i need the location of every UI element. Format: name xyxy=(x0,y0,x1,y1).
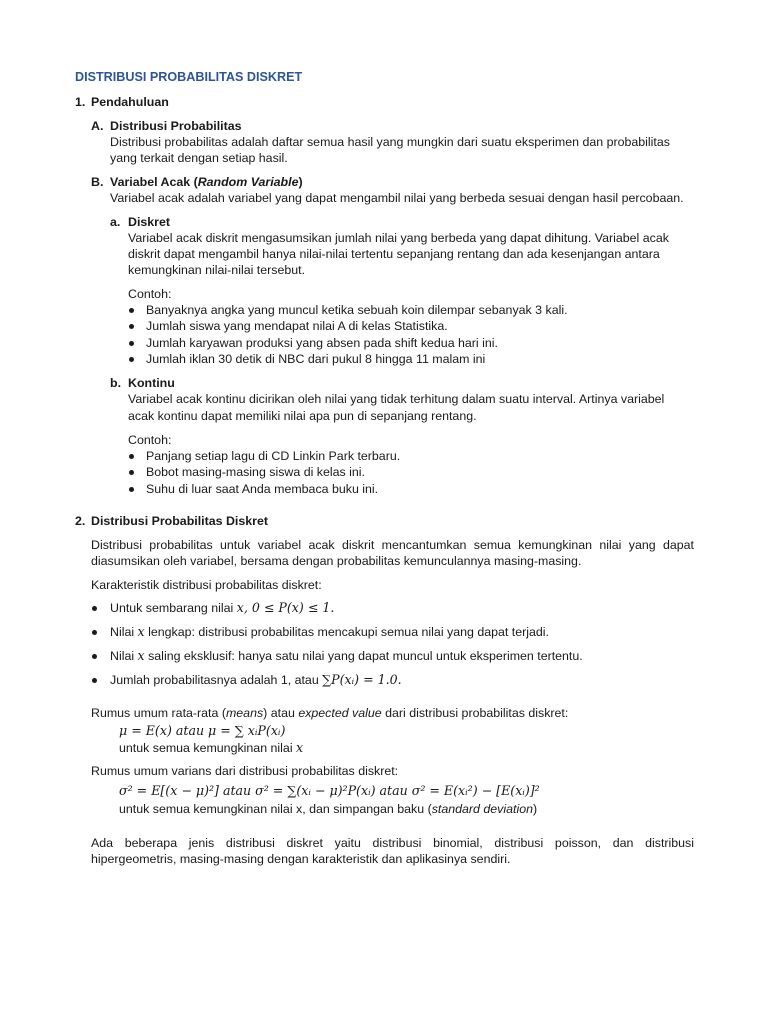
item-a-contoh: Contoh: xyxy=(128,287,172,301)
subsection-b-letter: B. xyxy=(91,175,104,189)
bullet-icon xyxy=(129,308,134,313)
subsection-a-line-2: yang terkait dengan setiap hasil. xyxy=(110,151,288,165)
item-b-line-1: Variabel acak kontinu dicirikan oleh nilai yang tidak terhitung dalam suatu interval. Artinya variabel xyxy=(128,392,665,406)
bullet-icon xyxy=(92,606,97,611)
mean-intro xyxy=(91,705,568,721)
karakteristik-item-3 xyxy=(110,648,583,664)
bullet-icon xyxy=(92,630,97,635)
mean-intro-em-2: expected value xyxy=(298,706,382,720)
bullet-icon xyxy=(129,454,134,459)
bullet-icon xyxy=(92,678,97,683)
subsection-b-heading xyxy=(110,174,303,190)
item-b-example-1: Panjang setiap lagu di CD Linkin Park terbaru. xyxy=(146,449,401,463)
section-2-number: 2. xyxy=(75,514,86,528)
mean-note xyxy=(119,740,303,756)
mean-intro-pre: Rumus umum rata-rata ( xyxy=(91,706,226,720)
item-a-line-3: kemungkinan nilai-nilai tersebut. xyxy=(128,263,306,277)
karakteristik-item-2-text: Nilai xyxy=(110,625,138,639)
karakteristik-item-2 xyxy=(110,624,549,640)
section-2-heading: Distribusi Probabilitas Diskret xyxy=(91,514,268,528)
variance-note-em: standard deviation xyxy=(431,802,533,816)
item-a-line-1: Variabel acak diskrit mengasumsikan jumlah nilai yang berbeda yang dapat dihitung. Variabel acak xyxy=(128,231,669,245)
bullet-icon xyxy=(129,324,134,329)
item-a-heading: Diskret xyxy=(128,215,171,229)
subsection-b-line: Variabel acak adalah variabel yang dapat mengambil nilai yang berbeda sesuai dengan hasil percobaan. xyxy=(110,191,684,205)
karakteristik-item-2-post: lengkap: distribusi probabilitas mencakupi semua nilai yang dapat terjadi. xyxy=(144,625,549,639)
karakteristik-item-4-text: Jumlah probabilitasnya adalah 1, atau xyxy=(110,673,323,687)
mean-note-text: untuk semua kemungkinan nilai xyxy=(119,741,297,755)
item-b-example-3: Suhu di luar saat Anda membaca buku ini. xyxy=(146,482,379,496)
bullet-icon xyxy=(129,357,134,362)
bullet-icon xyxy=(92,654,97,659)
mean-formula: μ = E(x) atau μ = ∑ xᵢP(xᵢ) xyxy=(119,723,286,738)
item-a-letter: a. xyxy=(110,215,121,229)
mean-note-math: x xyxy=(296,740,304,755)
mean-intro-mid: ) atau xyxy=(263,706,299,720)
subsection-a-letter: A. xyxy=(91,119,104,133)
section-2-intro-line-1: Distribusi probabilitas untuk variabel acak diskrit mencantumkan semua kemungkinan nilai yang dapat xyxy=(91,538,694,552)
bullet-icon xyxy=(129,470,134,475)
subsection-b-heading-post: ) xyxy=(298,175,303,189)
karakteristik-item-1-text: Untuk sembarang nilai xyxy=(110,601,237,615)
bullet-icon xyxy=(129,341,134,346)
variance-intro: Rumus umum varians dari distribusi probabilitas diskret: xyxy=(91,764,399,778)
item-a-example-4: Jumlah iklan 30 detik di NBC dari pukul 8 hingga 11 malam ini xyxy=(146,352,486,366)
item-b-contoh: Contoh: xyxy=(128,433,172,447)
item-a-example-3: Jumlah karyawan produksi yang absen pada shift kedua hari ini. xyxy=(146,336,498,350)
karakteristik-item-3-text: Nilai xyxy=(110,649,138,663)
subsection-b-heading-pre: Variabel Acak ( xyxy=(110,175,198,189)
item-b-heading: Kontinu xyxy=(128,376,175,390)
karakteristik-item-3-post: saling eksklusif: hanya satu nilai yang dapat muncul untuk eksperimen tertentu. xyxy=(144,649,583,663)
subsection-b-heading-em: Random Variable xyxy=(197,175,299,189)
karakteristik-label: Karakteristik distribusi probabilitas diskret: xyxy=(91,578,322,592)
item-b-example-2: Bobot masing-masing siswa di kelas ini. xyxy=(146,465,365,479)
karakteristik-item-1 xyxy=(110,600,334,616)
subsection-a-heading: Distribusi Probabilitas xyxy=(110,119,242,133)
karakteristik-item-2-math: x xyxy=(137,624,145,639)
mean-intro-em-1: means xyxy=(225,706,264,720)
section-1-number: 1. xyxy=(75,95,86,109)
variance-note xyxy=(119,801,537,817)
karakteristik-item-3-math: x xyxy=(137,648,145,663)
variance-note-post: ) xyxy=(532,802,538,816)
item-a-example-1: Banyaknya angka yang muncul ketika sebuah koin dilempar sebanyak 3 kali. xyxy=(146,303,568,317)
document-title: DISTRIBUSI PROBABILITAS DISKRET xyxy=(75,70,303,84)
closing-line-2: hipergeometris, masing-masing dengan karakteristik dan aplikasinya sendiri. xyxy=(91,852,511,866)
item-a-example-2: Jumlah siswa yang mendapat nilai A di kelas Statistika. xyxy=(146,319,448,333)
bullet-icon xyxy=(129,487,134,492)
mean-intro-post: dari distribusi probabilitas diskret: xyxy=(381,706,569,720)
karakteristik-item-1-math: x, 0 ≤ P(x) ≤ 1. xyxy=(236,600,335,615)
subsection-a-line-1: Distribusi probabilitas adalah daftar semua hasil yang mungkin dari suatu eksperimen dan probabilitas xyxy=(110,135,670,149)
karakteristik-item-4-math: ∑P(xᵢ) = 1.0. xyxy=(322,672,402,687)
karakteristik-item-4 xyxy=(110,672,402,688)
section-2-intro-line-2: diasumsikan oleh variabel, bersama dengan probabilitas kemunculannya masing-masing. xyxy=(91,554,582,568)
item-b-letter: b. xyxy=(110,376,122,390)
item-b-line-2: acak kontinu dapat memiliki nilai apa pun di sepanjang rentang. xyxy=(128,409,477,423)
section-1-heading: Pendahuluan xyxy=(91,95,169,109)
variance-formula: σ² = E[(x − μ)²] atau σ² = ∑(xᵢ − μ)²P(xᵢ) atau σ² = E(xᵢ²) − [E(xᵢ)]² xyxy=(119,783,540,798)
closing-line-1: Ada beberapa jenis distribusi diskret yaitu distribusi binomial, distribusi poisson, dan distribusi xyxy=(91,836,694,850)
variance-note-pre: untuk semua kemungkinan nilai x, dan simpangan baku ( xyxy=(119,802,432,816)
item-a-line-2: diskrit dapat mengambil hanya nilai-nilai tertentu sepanjang rentang dan ada kesenjangan antara xyxy=(128,247,660,261)
